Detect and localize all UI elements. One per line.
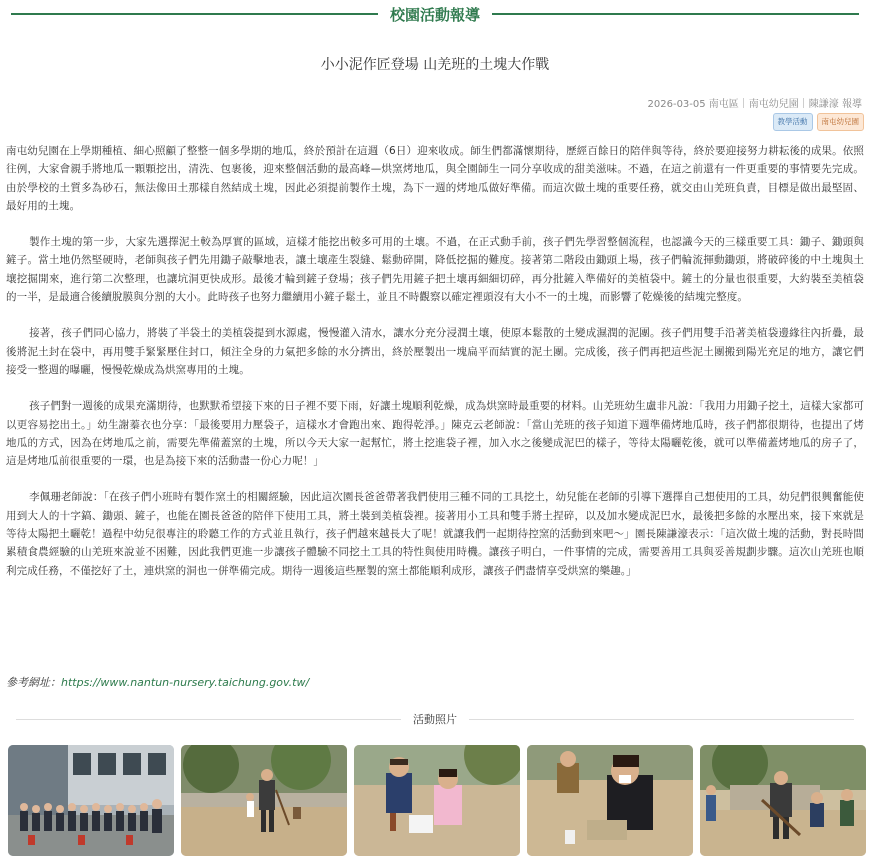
paragraph-2: 製作土塊的第一步，大家先選擇泥土較為厚實的區域，這樣才能挖出較多可用的土壤。不過，在正式動手前，孩子們先學習整個流程，也認識今天的三樣重要工具：鋤子、鋤頭與鏟子。當土地仍然堅硬時，老師與孩子們先用鋤子敲擊地表，讓土壤產生裂縫、鬆動碎開，降低挖掘的難度。接著第二階段由鋤頭上場，孩子們輪流揮動鋤頭，將破碎後的中土塊與土壤挖掘開來，進行第二次整理，也讓坑洞更快成形。最後才輪到鏟子登場；孩子們先用鏟子把土壤再細細切碎，再分批鏟入準備好的美植袋中。鏟土的分量也很重要，大約裝至美植袋的一半，是最適合後續脫膜與分割的大小。此時孩子也努力繼續用小鏟子鬆土，並且不時觀察以確定裡頭沒有大小不一的土塊，而影響了乾燥後的結塊完整度。 bbox=[6, 236, 864, 304]
photo-thumbnail[interactable] bbox=[354, 745, 520, 856]
group-photo-image bbox=[8, 745, 174, 856]
photos-title: 活動照片 bbox=[413, 713, 457, 726]
section-title: 校園活動報導 bbox=[389, 5, 480, 24]
paragraph-5: 李佩珊老師說：「在孩子們小班時有製作窯土的相關經驗，因此這次園長爸爸帶著我們使用三種不同的工具挖土，幼兒能在老師的引導下選擇自己想使用的工具，幼兒們很興奮能使用到大人的十字鎬、鋤頭、鏟子，也能在園長爸爸的陪伴下使用工具，將土裝到美植袋裡。接著用小工具和雙手將土捏碎，以及加水變成泥巴水，最後把多餘的水壓出來，接下來就是等待太陽把土曬乾！過程中幼兒很專注的聆聽工作的方式並且執行，孩子們越來越長大了呢！就讓我們一起期待控窯的活動到來吧～」園長陳謙濠表示：「這次做土塊的活動，對長時間累積食農經驗的山羌班來說並不困難，因此我們更進一步讓孩子體驗不同挖土工具的特性與使用時機。讓孩子明白，一件事情的完成，需要善用工具與妥善規劃步驟。這次山羌班也順利完成任務，不僅挖好了土，連烘窯的洞也一併準備完成。期待一週後這些壓製的窯土都能順利成形，讓孩子們盡情享受烘窯的樂趣。」 bbox=[6, 491, 864, 577]
paragraph-1: 南屯幼兒園在上學期種植、細心照顧了整整一個多學期的地瓜，終於預計在這週（6日）迎來收成。師生們都滿懷期待，歷經百餘日的陪伴與等待，終於要迎接努力耕耘後的成果。依照往例，大家會親手將地瓜一顆顆挖出，清洗、包裹後，迎來整個活動的最高峰—烘窯烤地瓜，與全園師生一同分享收成的甜美滋味。不過，在這之前還有一件更重要的事情要先完成。由於學校的土質多為砂石，無法像田土那樣自然結成土塊，因此必須提前製作土塊，為下一週的烤地瓜做好準備。而這次做土塊的重要任務，就交由山羌班負責，目標是做出最堅固、最好用的土塊。 bbox=[6, 145, 864, 212]
reference-label: 參考網址： bbox=[6, 676, 61, 689]
photo-thumbnail[interactable] bbox=[181, 745, 347, 856]
article-title: 小小泥作匠登場 山羌班的土塊大作戰 bbox=[320, 57, 550, 73]
photo-thumbnail[interactable] bbox=[8, 745, 174, 856]
kids-bag-photo-image bbox=[354, 745, 520, 856]
hoe-photo-image bbox=[700, 745, 866, 856]
tag-school[interactable]: 南屯幼兒園 bbox=[817, 113, 865, 131]
reference bbox=[6, 674, 309, 690]
photo-gallery bbox=[8, 745, 866, 856]
article-body bbox=[6, 142, 864, 598]
photos-rule-right bbox=[469, 719, 854, 720]
paragraph-3: 接著，孩子們同心協力，將裝了半袋土的美植袋提到水源處，慢慢灌入清水，讓水分充分浸潤土壤，使原本鬆散的土變成濕潤的泥團。孩子們用雙手沿著美植袋邊緣往內折疊，最後將泥土封在袋中，再用雙手緊緊壓住封口，傾注全身的力氣把多餘的水分擠出，終於壓製出一塊扁平而結實的泥土團。完成後，孩子們再把這些泥土團搬到陽光充足的地方，讓它們接受一整週的曝曬，慢慢乾燥成為烘窯專用的土塊。 bbox=[6, 327, 864, 376]
photos-header bbox=[0, 710, 870, 728]
tag-list bbox=[773, 113, 865, 131]
section-rule-right bbox=[492, 13, 859, 15]
tag-teaching[interactable]: 教學活動 bbox=[773, 113, 813, 131]
photos-rule-left bbox=[16, 719, 401, 720]
photo-thumbnail[interactable] bbox=[527, 745, 693, 856]
section-rule-left bbox=[11, 13, 378, 15]
pressing-photo-image bbox=[527, 745, 693, 856]
reference-link[interactable]: https://www.nantun-nursery.taichung.gov.tw/ bbox=[61, 676, 310, 689]
digging-photo-image bbox=[181, 745, 347, 856]
photo-thumbnail[interactable] bbox=[700, 745, 866, 856]
article-meta: 2026-03-05 南屯區｜南屯幼兒園｜陳謙濠 報導 bbox=[647, 99, 862, 110]
paragraph-4: 孩子們對一週後的成果充滿期待，也默默希望接下來的日子裡不要下雨，好讓土塊順利乾燥，成為烘窯時最重要的材料。山羌班幼生盧非凡說：「我用力用鋤子挖土，這樣大家都可以更容易挖出土。」幼生謝蓁衣也分享：「最後要用力壓袋子，這樣水才會跑出來、跑得乾淨。」陳克云老師說：「當山羌班的孩子知道下週準備烤地瓜時，孩子們都很期待，也提出了烤地瓜的方式，因為在烤地瓜之前，需要先準備蓋窯的土塊，所以今天大家一起幫忙，將土挖進袋子裡，加入水之後變成泥巴的樣子，等待太陽曬乾後，就可以準備蓋烤地瓜的房子了，這是烤地瓜前很重要的一環，也是為接下來的活動盡一份心力呢！」 bbox=[6, 400, 864, 468]
section-header bbox=[0, 4, 870, 24]
